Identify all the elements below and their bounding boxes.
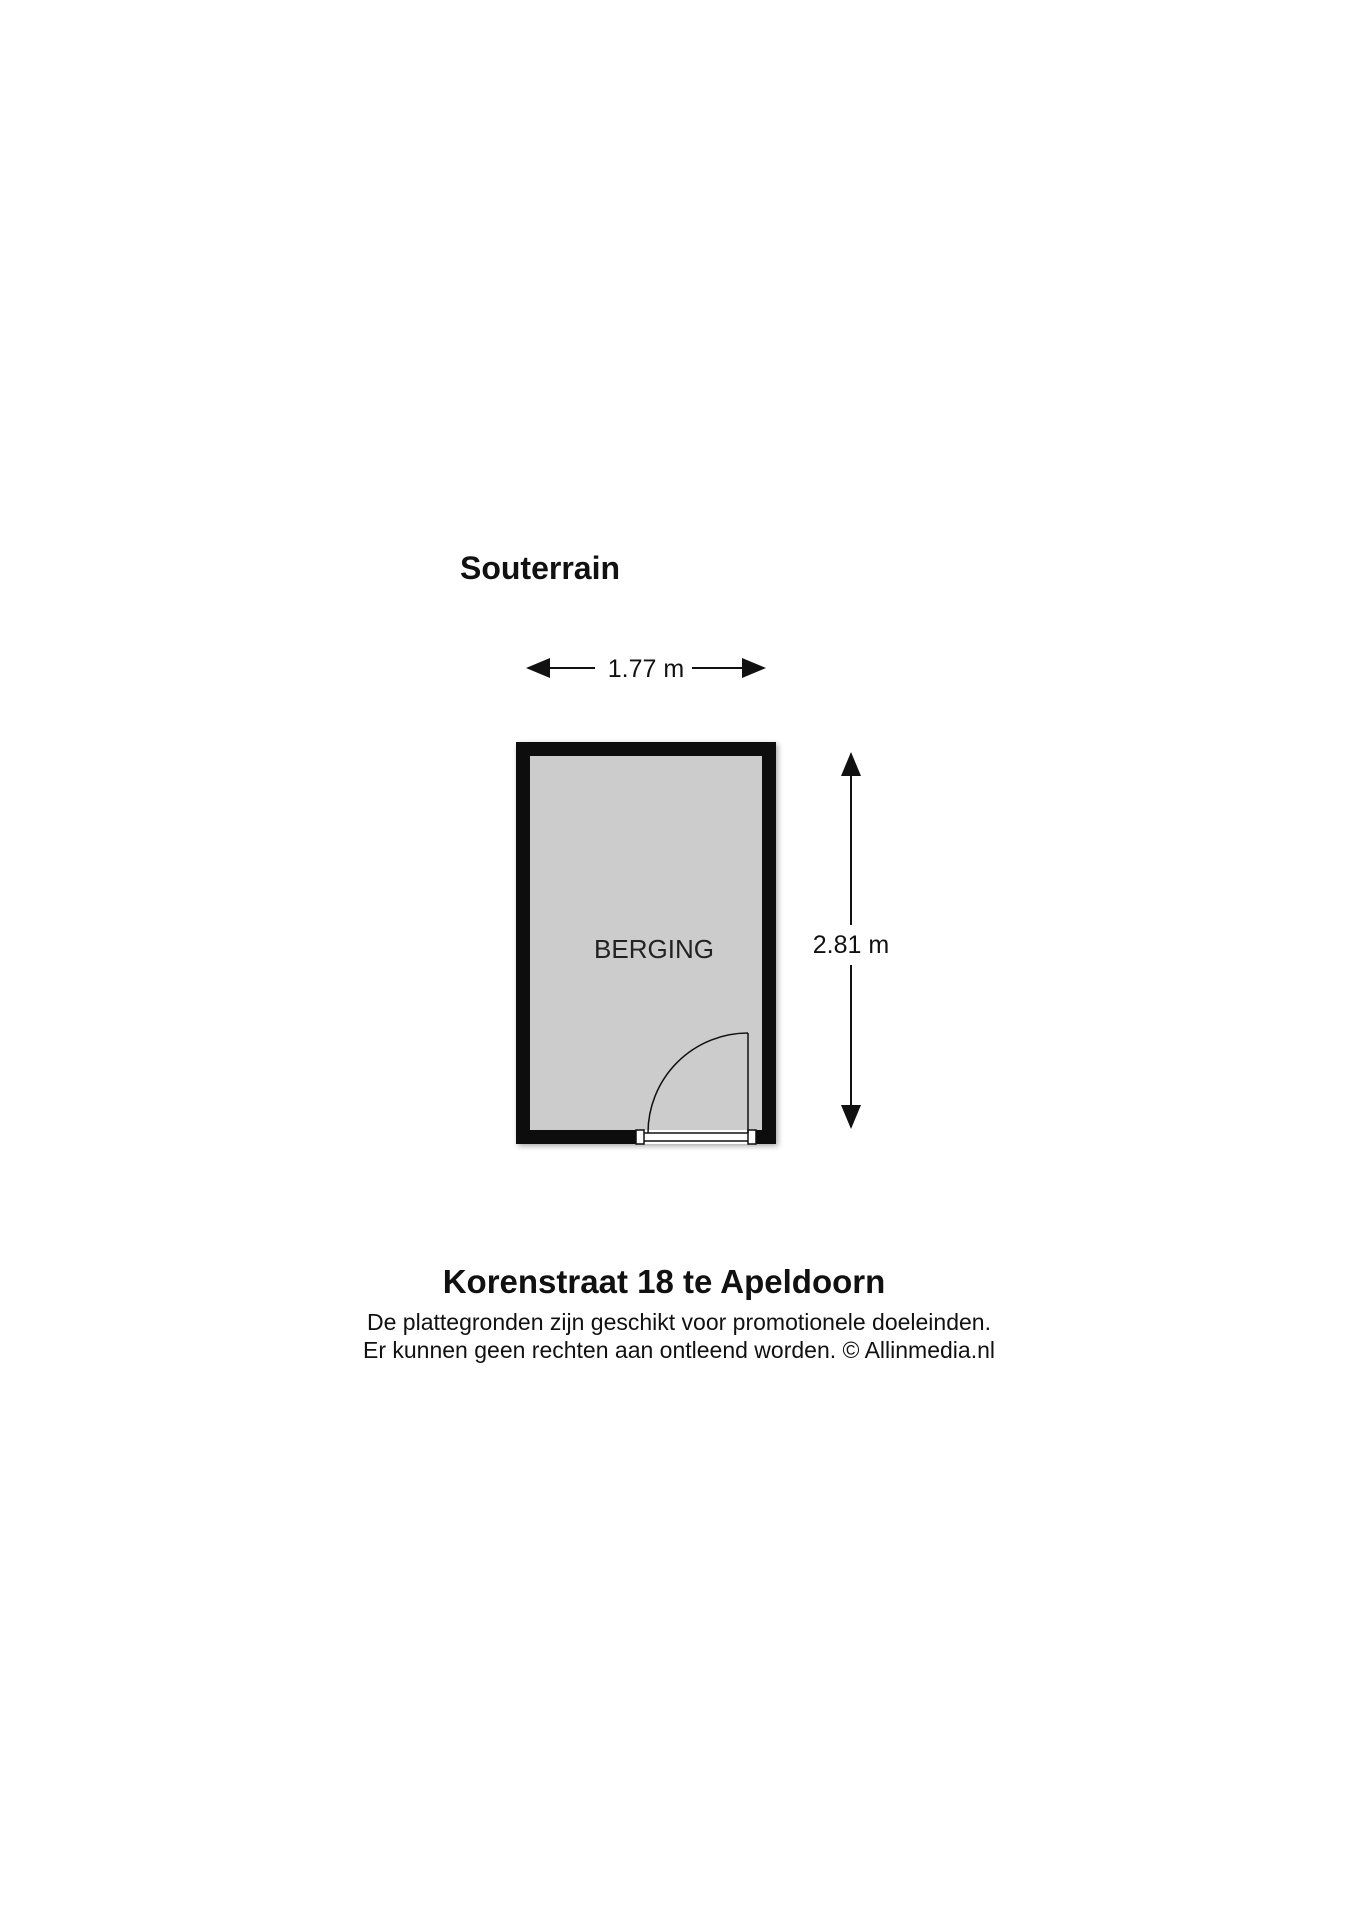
footer [229,1262,1129,1364]
depth-dimension [813,754,889,1127]
room-label-berging: BERGING [594,934,714,964]
disclaimer-line-1: De plattegronden zijn geschikt voor promotionele doeleinden. [367,1309,991,1335]
floor-title: Souterrain [459,550,621,586]
property-address: Korenstraat 18 te Apeldoorn [442,1263,886,1300]
door-jamb-left [636,1130,644,1144]
depth-dimension-label: 2.81 m [812,931,890,959]
door-opening [636,1130,756,1144]
disclaimer [229,1308,1129,1364]
width-dimension-label: 1.77 m [607,655,685,683]
width-dimension [528,655,764,683]
disclaimer-line-2: Er kunnen geen rechten aan ontleend worden. © Allinmedia.nl [363,1337,995,1363]
door-jamb-right [748,1130,756,1144]
